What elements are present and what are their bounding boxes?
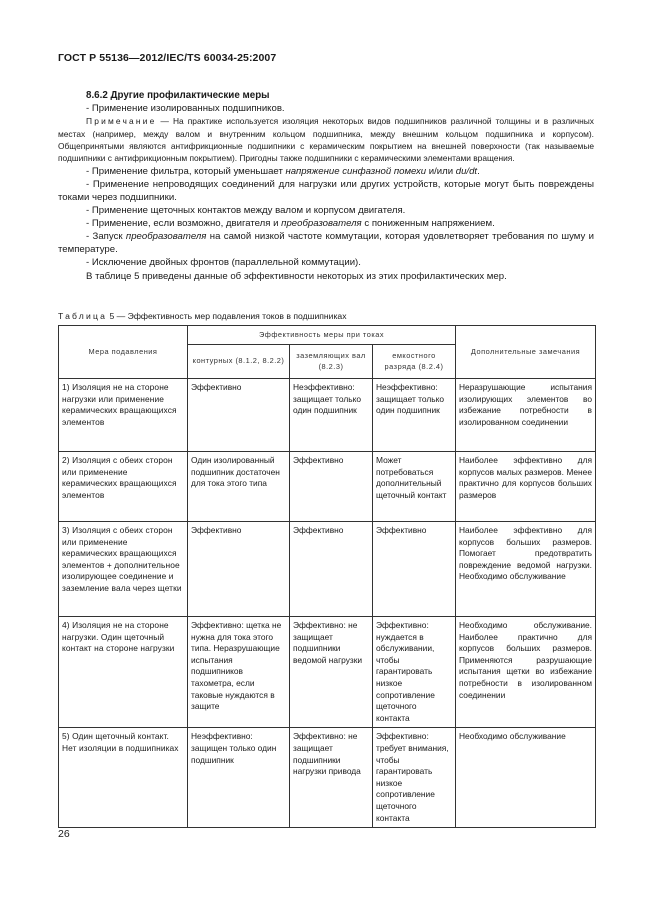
- text-run: с пониженным напряжением.: [361, 218, 495, 230]
- note-label: Примечание: [86, 116, 157, 127]
- header-notes: Дополнительные замечания: [456, 326, 596, 379]
- summary-paragraph: В таблице 5 приведены данные об эффективности некоторых из этих профилактических мер.: [86, 270, 507, 282]
- cell-measure: 2) Изоляция с обеих сторон или применение керамических вращающихся элементов: [59, 452, 188, 522]
- cell-capacitive: Может потребоваться дополнительный щеточный контакт: [373, 452, 456, 522]
- page-number: 26: [58, 828, 70, 840]
- italic-term: преобразователя: [125, 231, 207, 243]
- measure-item: - Применение непроводящих соединений для нагрузки или других устройств, которые могут быть повреждены токами через подшипники.: [58, 178, 594, 203]
- text-run: .: [477, 165, 480, 177]
- measure-item: [58, 230, 594, 256]
- measure-item: - Применение изолированных подшипников.: [86, 103, 285, 115]
- caption-label: Таблица: [58, 311, 108, 321]
- header-capacitive-discharge: емкостного разряда (8.2.4): [373, 345, 456, 379]
- text-run: и/или: [426, 165, 456, 177]
- note-text: — На практике используется изоляция некоторых видов подшипников различной толщины и в различных местах (например, между валом и внутренним кольцом подшипника, между внешним кольцом подшипника и корпусом). Общепринятыми являются антифрикционные подшипники с керамическим покрытием на внешней поверхности (так называемые подшипники с антифрикционным покрытием). Пригодны также подшипники с керамическими элементами вращения.: [58, 116, 594, 164]
- table-row: [59, 728, 596, 828]
- cell-shaft: Эффективно: не защищает подшипники нагрузки привода: [290, 728, 373, 828]
- cell-measure: 1) Изоляция не на стороне нагрузки или применение керамических вращающихся элементов: [59, 379, 188, 452]
- table-row: [59, 379, 596, 452]
- header-shaft-grounding: заземляющих вал (8.2.3): [290, 345, 373, 379]
- cell-loop: Эффективно: [188, 379, 290, 452]
- header-measure: Мера подавления: [59, 326, 188, 379]
- italic-term: напряжение синфазной помехи: [285, 165, 427, 177]
- cell-capacitive: Неэффективно: защищает только один подшипник: [373, 379, 456, 452]
- caption-text: 5 — Эффективность мер подавления токов в подшипниках: [107, 311, 347, 321]
- table-row: [59, 522, 596, 617]
- cell-capacitive: Эффективно: [373, 522, 456, 617]
- cell-capacitive: Эффективно: нуждается в обслуживании, чтобы гарантировать низкое сопротивление щеточного контакта: [373, 617, 456, 728]
- header-effectiveness: Эффективность меры при токах: [188, 326, 456, 345]
- table-caption: [58, 311, 347, 321]
- text-run: - Применение фильтра, который уменьшает: [86, 165, 286, 177]
- cell-shaft: Эффективно: не защищает подшипники ведомой нагрузки: [290, 617, 373, 728]
- section-title: 8.6.2 Другие профилактические меры: [86, 90, 270, 101]
- text-run: - Запуск: [86, 231, 126, 243]
- measure-item: - Применение щеточных контактов между валом и корпусом двигателя.: [86, 205, 406, 217]
- header-loop-currents: контурных (8.1.2, 8.2.2): [188, 345, 290, 379]
- measure-item: - Исключение двойных фронтов (параллельной коммутации).: [86, 257, 361, 269]
- cell-measure: 3) Изоляция с обеих сторон или применение керамических вращающихся элементов + дополнительное изолирующее соединение и заземление вала через щетки: [59, 522, 188, 617]
- cell-measure: 5) Один щеточный контакт. Нет изоляции в подшипниках: [59, 728, 188, 828]
- cell-loop: Один изолированный подшипник достаточен для тока этого типа: [188, 452, 290, 522]
- cell-notes: Наиболее эффективно для корпусов малых размеров. Менее практично для корпусов больших размеров: [456, 452, 596, 522]
- text-run: - Применение, если возможно, двигателя и: [86, 218, 282, 230]
- text-run: на самой низкой частоте коммутации, которая удовлетворяет требования по шуму и температуре.: [58, 231, 594, 256]
- measure-item: [58, 165, 594, 178]
- italic-term: преобразователя: [281, 218, 362, 230]
- note-paragraph: [58, 115, 594, 165]
- cell-loop: Эффективно: щетка не нужна для тока этого типа. Неразрушающие испытания подшипников тахометра, если таковые нуждаются в защите: [188, 617, 290, 728]
- cell-shaft: Эффективно: [290, 522, 373, 617]
- cell-capacitive: Эффективно: требует внимания, чтобы гарантировать низкое сопротивление щеточного контакта: [373, 728, 456, 828]
- table-row: [59, 452, 596, 522]
- table-row: [59, 617, 596, 728]
- cell-notes: Неразрушающие испытания изолирующих элементов во избежание потребности в изолированном соединении: [456, 379, 596, 452]
- cell-loop: Неэффективно: защищен только один подшипник: [188, 728, 290, 828]
- standard-header: ГОСТ Р 55136—2012/IEC/TS 60034-25:2007: [58, 52, 277, 64]
- cell-shaft: Эффективно: [290, 452, 373, 522]
- section-body: [58, 89, 594, 283]
- cell-loop: Эффективно: [188, 522, 290, 617]
- cell-measure: 4) Изоляция не на стороне нагрузки. Один щеточный контакт на стороне нагрузки: [59, 617, 188, 728]
- measure-item: [58, 217, 594, 230]
- cell-shaft: Неэффективно: защищает только один подшипник: [290, 379, 373, 452]
- cell-notes: Наиболее эффективно для корпусов больших размеров. Помогает предотвратить повреждение ведомой нагрузки. Необходимо обслуживание: [456, 522, 596, 617]
- italic-term: du/dt: [455, 165, 478, 177]
- effectiveness-table: [58, 325, 596, 828]
- cell-notes: Необходимо обслуживание: [456, 728, 596, 828]
- cell-notes: Необходимо обслуживание. Наиболее практично для корпусов больших размеров. Применяются разрушающие испытания щетки во избежание потребности в изолированном соединении: [456, 617, 596, 728]
